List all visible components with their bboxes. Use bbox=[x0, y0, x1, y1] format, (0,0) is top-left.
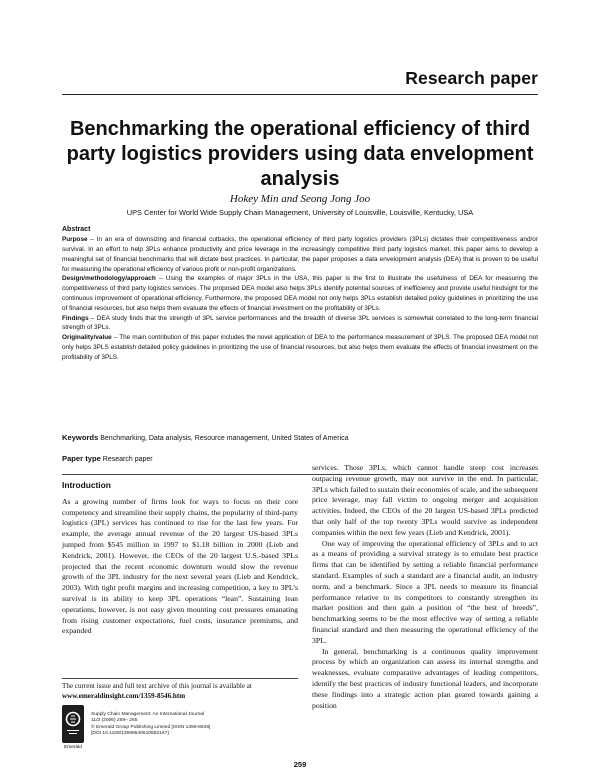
design-text: – Using the examples of major 3PLs in the USA, this paper is the first to illustrate the usefulness of DEA for measuring the competitiveness of third party logistics services. The proposed DEA model also helps 3PLs identify potential sources of inefficiency and provide useful hindsight for the continuous improvement of operational efficiency. Furthermore, the proposed DEA model not only helps 3PLs establish detailed policy guidelines in prioritizing the use of financial resources, but also helps them evaluate the effects of financial investment on the profitability of 3PLs. bbox=[62, 275, 538, 312]
authors: Hokey Min and Seong Jong Joo bbox=[229, 193, 371, 205]
emerald-logo-icon bbox=[62, 705, 84, 743]
paper-type-line bbox=[62, 454, 538, 463]
purpose-label: Purpose bbox=[62, 236, 88, 244]
abstract-design bbox=[62, 274, 538, 313]
intro-heading: Introduction bbox=[62, 480, 111, 490]
left-column bbox=[62, 480, 298, 637]
logo-label: Emerald bbox=[64, 745, 82, 750]
abstract-heading: Abstract bbox=[62, 226, 91, 233]
abstract-originality bbox=[62, 333, 538, 362]
abstract-purpose bbox=[62, 235, 538, 274]
access-text: The current issue and full text archive of this journal is available at bbox=[62, 682, 252, 690]
journal-line-2: 11/3 (2006) 259– 265 bbox=[91, 718, 138, 724]
intro-paragraph-3: One way of improving the operational efficiency of 3PLs and to act as a means of providing a survival strategy is to emulate best practice firms that can be identified by setting a reliable financial performance standard. Examples of such a standard are a financial audit, an industry norm, and a benchmark. Since a 3PL needs to measure its financial performance relative to its competitors to constantly strengthen its market position and then gain a position of “the best of breeds”, benchmarking seems to be the most effective way of setting a reliable financial standard and then measuring the operational efficiency of the 3PL. bbox=[312, 538, 538, 645]
emerald-logo bbox=[62, 705, 84, 743]
design-label: Design/methodology/approach bbox=[62, 275, 156, 283]
page-number: 259 bbox=[293, 760, 307, 769]
paper-title: Benchmarking the operational efficiency of third party logistics providers using data envelopment analysis bbox=[66, 118, 534, 190]
keywords-label: Keywords bbox=[62, 433, 99, 442]
access-url[interactable]: www.emeraldinsight.com/1359-8546.htm bbox=[62, 691, 186, 700]
journal-line-1: Supply Chain Management: An International Journal bbox=[91, 712, 205, 717]
intro-paragraph-4: In general, benchmarking is a continuous quality improvement process by which an organization can assess its internal strengths and weaknesses, evaluate comparative advantages of leading competitors, identify the best practices of industry functional leaders, and incorporate these findings into a strategic action plan geared towards gaining a position bbox=[312, 646, 538, 710]
paper-type-heading: Research paper bbox=[405, 68, 538, 88]
keywords-text: Benchmarking, Data analysis, Resource management, United States of America bbox=[98, 435, 349, 442]
intro-paragraph-2: services. Those 3PLs, which cannot handle steep cost increases outpacing revenue growth, may not survive in the end. In particular, 3PLs which failed to sustain their economies of scale, and the subsequent price leverage, may fall victim to ongoing merger and acquisition activities. Indeed, the CEOs of the 20 largest US-based 3PLs predicted that only half of the top twenty 3PLs would survive as independent companies within the next few years (Lieb and Kendrick, 2001). bbox=[312, 463, 538, 537]
top-divider bbox=[62, 94, 538, 95]
keywords bbox=[62, 433, 538, 442]
journal-line-4: [DOI 10.1108/13598540610662167] bbox=[91, 730, 169, 736]
right-column bbox=[312, 463, 538, 711]
journal-line-3: © Emerald Group Publishing Limited [ISSN 1359-8546] bbox=[91, 724, 211, 730]
paper-type-label: Paper type bbox=[62, 454, 101, 463]
originality-label: Originality/value bbox=[62, 334, 112, 342]
findings-text: – DEA study finds that the strength of 3PL service performances and the breadth of diverse 3PL services is somewhat correlated to the long-term financial strength of 3PLs. bbox=[62, 314, 538, 332]
paper-type-text: Research paper bbox=[100, 456, 153, 463]
access-note bbox=[62, 682, 298, 701]
originality-text: – The main contribution of this paper includes the novel application of DEA to the performance measurement of 3PLS. The proposed DEA model not only helps 3PLS establish detailed policy guidelines in prioritizing the use of financial resources, but also helps them evaluate the effects of financial investment on the profitability of 3PLS. bbox=[62, 334, 538, 361]
affiliation: UPS Center for World Wide Supply Chain Management, University of Louisville, Louisville, Kentucky, USA bbox=[126, 208, 474, 217]
purpose-text: – In an era of downsizing and financial cutbacks, the operational efficiency of third party logistics providers (3PLs) dictates their competitiveness and/or survival. In an effort to help 3PLs enhance productivity and price leverage in the increasingly competitive third party logistics market, this paper aims to develop a meaningful set of financial benchmarks that will dictate best practices. In particular, the paper proposes a data envelopment analysis (DEA) that is proven to be useful for measuring the operational efficiency of various profit or non-profit organizations. bbox=[62, 236, 538, 273]
intro-paragraph-1: As a growing number of firms look for ways to focus on their core competency and streamline their supply chains, the popularity of third-party logistics (3PL) services has continued to rise for the last few years. For example, the average annual revenue of the 20 largest US-based 3PLs jumped from $545 million in 1997 to $1.18 billion in 2000 (Lieb and Kendrick, 2001). However, the CEOs of the 20 largest U.S.-based 3PLs projected that the recent economic downturn would slow the revenue growth of the 3PL industry for the next several years (Lieb and Kendrick, 2003). With tight profit margins and increasing competition, a key to 3PL’s survival is its ability to keep 3PL operations “lean”. Sustaining lean operations, however, is not easy given mounting cost pressures emanating from rising customer expectations, fuel costs, insurance premiums, and expanded bbox=[62, 496, 298, 636]
abstract-findings bbox=[62, 314, 538, 334]
journal-info bbox=[91, 712, 210, 737]
abstract bbox=[62, 225, 538, 363]
findings-label: Findings bbox=[62, 314, 89, 322]
footnote-divider bbox=[62, 678, 298, 679]
